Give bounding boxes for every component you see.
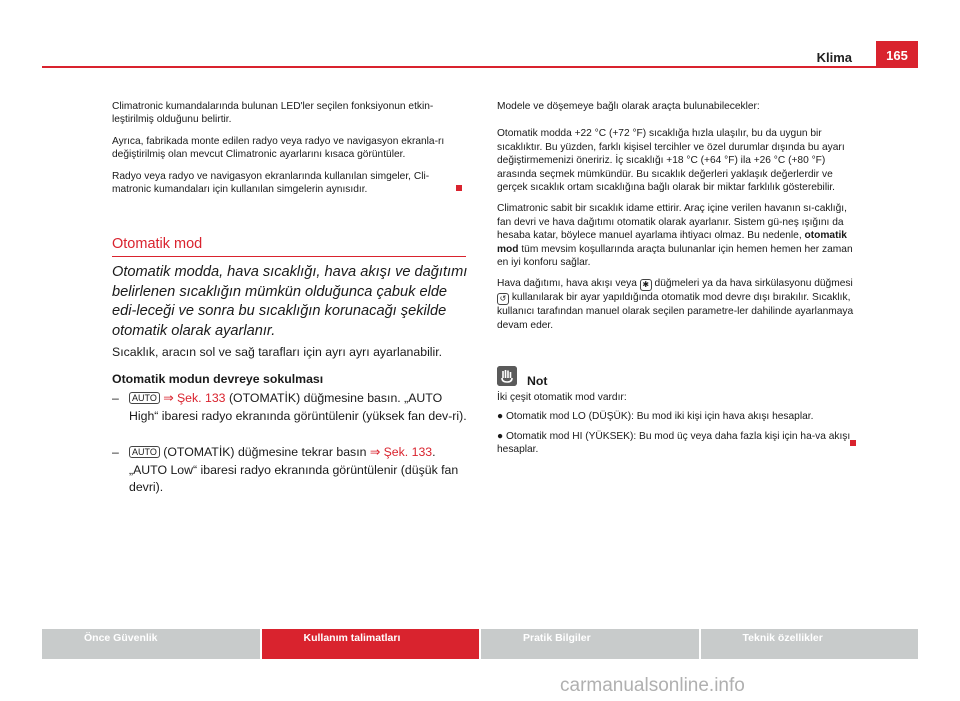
led-paragraph: Climatronic kumandalarında bulunan LED'ler seçilen fonksiyonun etkin-leştirilmiş olduğunu belirtir. [112,101,434,126]
left-column [112,100,466,204]
section-intro: Otomatik modda, hava sıcaklığı, hava akışı ve dağıtımı belirlenen sıcaklığın mümkün olduğunca çabuk elde edi-leceği ve sonra bu sıcaklığın korunacağı şekilde otomatik olarak ayarlanır. [112,264,468,339]
bullet-text: Otomatik mod LO (DÜŞÜK): Bu mod iki kişi için hava akışı hesaplar. [505,411,814,423]
right-column [497,100,857,340]
footer-tab-practical[interactable]: Pratik Bilgiler [481,629,699,659]
step-dash: – [112,445,119,459]
figure-link[interactable]: ⇒ Şek. 133 [369,445,433,459]
note-label: Not [527,374,548,388]
auto-key-icon: AUTO [129,392,160,404]
deactivation-text: Hava dağıtımı, hava akışı veya [497,278,640,290]
watermark: carmanualsonline.info [560,675,745,696]
equipment-paragraph: Modele ve döşemeye bağlı olarak araçta bulunabilecekler: [497,101,760,112]
radio-display-paragraph: Ayrıca, fabrikada monte edilen radyo veya radyo ve navigasyon ekranla-rı değiştirilmiş olan mevcut Climatronic ayarlarını kısaca görüntüler. [112,135,445,161]
note-icon [497,366,517,386]
note-content [497,391,857,463]
bullet-text: Otomatik mod HI (YÜKSEK): Bu mod üç veya daha fazla kişi için ha-va akışı hesaplar. [497,430,851,456]
note-bullet-lo: ● Otomatik mod LO (DÜŞÜK): Bu mod iki kişi için hava akışı hesaplar. [497,411,814,423]
step-dash: – [112,391,119,405]
deactivation-text-end: kullanılarak bir ayar yapıldığında otomatik mod devre dışı bırakılır. Sıcaklık, kullanıcı tarafından manuel olarak seçilen parametre-ler dahilinde ayarlanmaya devam eder. [497,292,854,331]
temperature-paragraph: Sıcaklık, aracın sol ve sağ tarafları için ayrı ayrı ayarlanabilir. [112,345,443,359]
section-end-marker [850,440,856,446]
procedure-heading: Otomatik modun devreye sokulması [112,372,324,386]
header-divider [42,66,918,68]
footer-tab-technical[interactable]: Teknik özellikler [701,629,919,659]
footer-tab-safety[interactable]: Önce Güvenlik [42,629,260,659]
step-text-end: . „AUTO Low“ ibaresi radyo ekranında görüntülenir (düşük fan devri). [129,445,459,494]
step-text: (OTOMATİK) düğmesine tekrar basın [159,445,370,459]
auto-key-icon: AUTO [129,446,160,458]
figure-link[interactable]: ⇒ Şek. 133 [163,391,226,405]
fan-button-icon: ✱ [640,279,652,291]
step-text: (OTOMATİK) düğmesine basın. „AUTO High“ ibaresi radyo ekranında görüntülenir (yüksek fan dev-ri). [129,391,467,423]
climatronic-text-end: tüm mevsim koşullarında araçta bulunanlar için hemen hemen her zaman en iyi konforu sağlar. [497,243,853,269]
climatronic-bold: otomatik mod [497,230,847,255]
note-intro: İki çeşit otomatik mod vardır: [497,392,627,403]
footer-navigation [42,629,918,659]
climatronic-paragraph [497,202,857,269]
deactivation-paragraph [497,277,857,332]
recirculation-button-icon: ↺ [497,293,509,305]
section-end-marker [456,185,462,191]
procedure-step [112,390,467,425]
deactivation-text-mid: düğmeleri ya da hava sirkülasyonu düğmesi [651,278,853,290]
page-title: Klima [816,50,852,65]
section-heading: Otomatik mod [112,236,466,257]
note-bullet-hi: ● Otomatik mod HI (YÜKSEK): Bu mod üç veya daha fazla kişi için ha-va akışı hesaplar. [497,430,851,456]
footer-tab-operation[interactable]: Kullanım talimatları [262,629,480,659]
symbols-paragraph: Radyo veya radyo ve navigasyon ekranlarında kullanılan simgeler, Cli-matronic kumandaları için kullanılan simgelerin aynısıdır. [112,170,430,196]
page-number: 165 [876,41,918,68]
procedure-step [112,444,467,497]
climatronic-text: Climatronic sabit bir sıcaklık idame ettirir. Araç içine verilen havanın sı-caklığı, fan devri ve hava dağıtımı otomatik olarak ayarlanır. Sistem gü-neş ışığını da hesaba katar, böylece manuel ayarlama ihtiyacı olmaz. Bu nedenle, [497,203,847,242]
auto-temp-paragraph: Otomatik modda +22 °C (+72 °F) sıcaklığa hızla ulaşılır, bu da uygun bir sıcaklıktır. Bu yüzden, farklı kişisel tercihler ve özel durumlar dışında bu ayarı değiştirmemenizi öneririz. İç sıcaklığı +18 °C (+64 °F) ila +26 °C (+80 °F) arasında seçmek mümkündür. Bu sıcaklık değerleri yaklaşık değerlerdir ve gerçek sıcaklık ortam sıcaklığına bağlı olarak bir miktar farklılık gösterebilir. [497,128,845,194]
